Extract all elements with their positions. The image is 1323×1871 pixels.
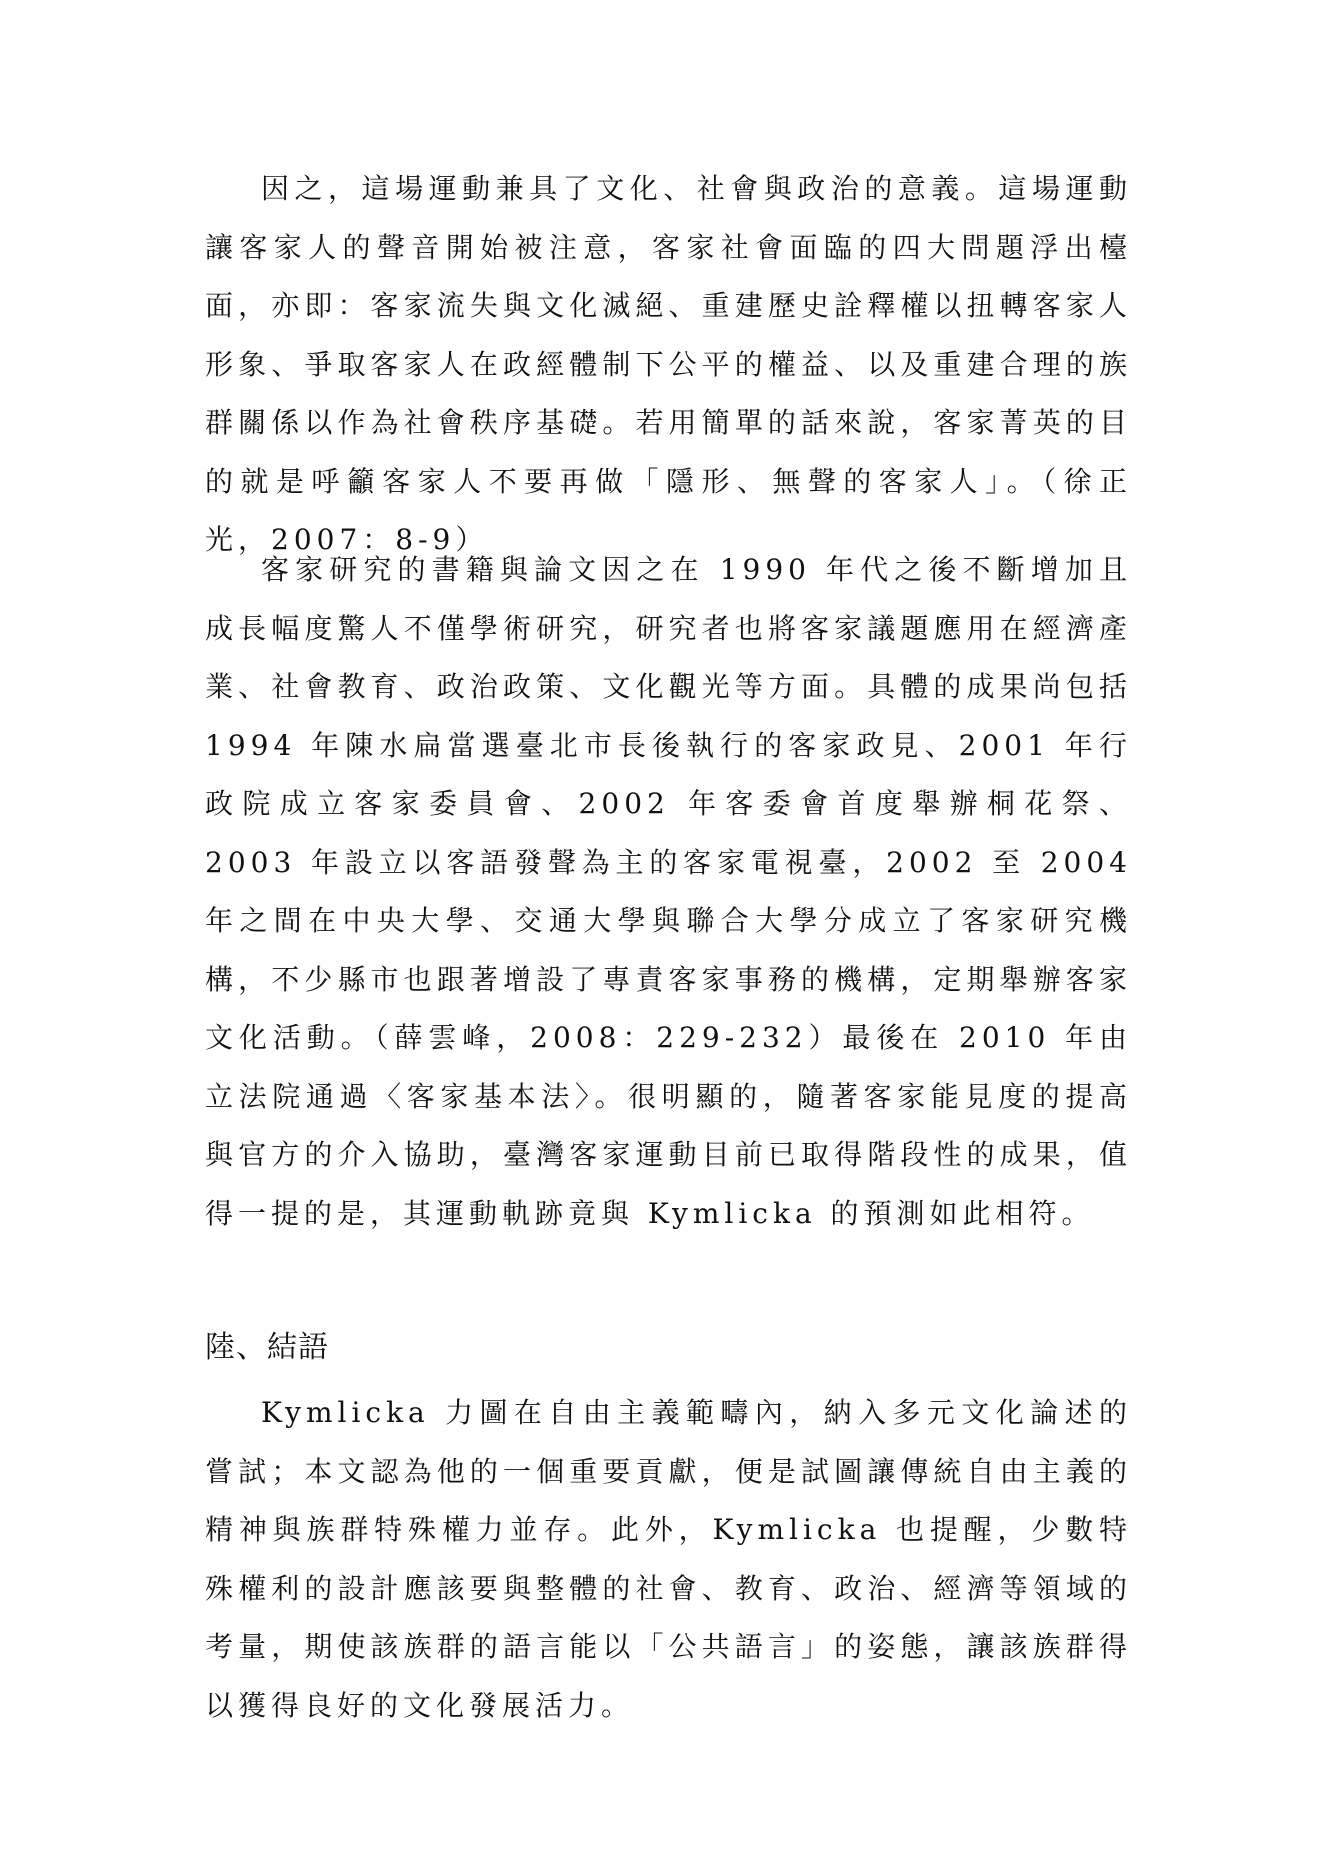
paragraph-hakka-movement-significance: 因之，這場運動兼具了文化、社會與政治的意義。這場運動讓客家人的聲音開始被注意，客家社會面臨的四大問題浮出檯面，亦即：客家流失與文化滅絕、重建歷史詮釋權以扭轉客家人形象、爭取客家人在政經體制下公平的權益、以及重建合理的族群關係以作為社會秩序基礎。若用簡單的話來說，客家菁英的目的就是呼籲客家人不要再做「隱形、無聲的客家人」。（徐正光，2007：8-9） [205, 172, 1132, 556]
section-heading-conclusion: 陸、結語 [205, 1330, 329, 1365]
paragraph-hakka-research-growth: 客家研究的書籍與論文因之在 1990 年代之後不斷增加且成長幅度驚人不僅學術研究，研究者也將客家議題應用在經濟產業、社會教育、政治政策、文化觀光等方面。具體的成果尚包括 1994 年陳水扁當選臺北市長後執行的客家政見、2001 年行政院成立客家委員會、2002 年客委會首度舉辦桐花祭、 2003 年設立以客語發聲為主的客家電視臺，2002 至 2004 年之間在中央大學、交通大學與聯合大學分成立了客家研究機構，不少縣市也跟著增設了專責客家事務的機構，定期舉辦客家文化活動。（薛雲峰，2008：229-232）最後在 2010 年由立法院通過〈客家基本法〉。很明顯的，隨著客家能見度的提高與官方的介入協助，臺灣客家運動目前已取得階段性的成果，值得一提的是，其運動軌跡竟與 Kymlicka 的預測如此相符。 [205, 553, 1132, 1230]
paragraph-conclusion-kymlicka: Kymlicka 力圖在自由主義範疇內，納入多元文化論述的嘗試；本文認為他的一個重要貢獻，便是試圖讓傳統自由主義的精神與族群特殊權力並存。此外，Kymlicka 也提醒，少數特殊權利的設計應該要與整體的社會、教育、政治、經濟等領域的考量，期使該族群的語言能以「公共語言」的姿態，讓該族群得以獲得良好的文化發展活力。 [205, 1396, 1132, 1722]
